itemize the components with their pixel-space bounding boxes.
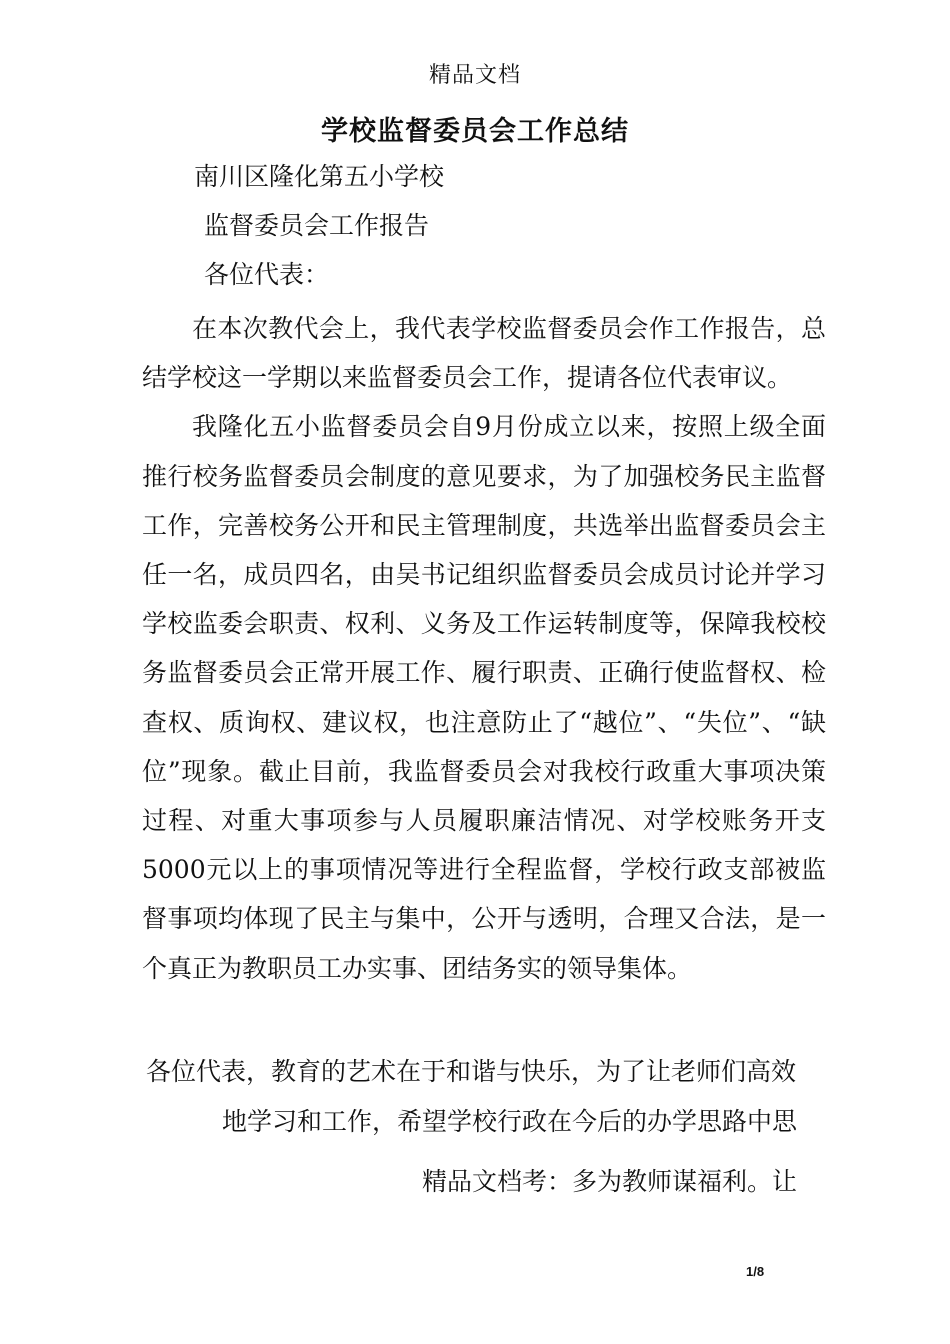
document-title: 学校监督委员会工作总结 <box>321 116 629 147</box>
closing-line-2: 地学习和工作，希望学校行政在今后的办学思路中思 <box>222 1107 798 1136</box>
body-text <box>142 304 826 993</box>
salutation: 各位代表： <box>204 260 330 289</box>
report-title: 监督委员会工作报告 <box>204 211 430 240</box>
school-name: 南川区隆化第五小学校 <box>194 162 445 191</box>
paragraph-2: 我隆化五小监督委员会自9月份成立以来，按照上级全面推行校务监督委员会制度的意见要求，为了加强校务民主监督工作，完善校务公开和民主管理制度，共选举出监督委员会主任一名，成员四名，由吴书记组织监督委员会成员讨论并学习学校监委会职责、权利、义务及工作运转制度等，保障我校校务监督委员会正常开展工作、履行职责、正确行使监督权、检查权、质询权、建议权，也注意防止了“越位”、“失位”、“缺位”现象。截止目前，我监督委员会对我校行政重大事项决策过程、对重大事项参与人员履职廉洁情况、对学校账务开支5000元以上的事项情况等进行全程监督，学校行政支部被监督事项均体现了民主与集中，公开与透明，合理又合法，是一个真正为教职员工办实事、团结务实的领导集体。 <box>142 412 826 983</box>
paragraph-1: 在本次教代会上，我代表学校监督委员会作工作报告，总结学校这一学期以来监督委员会工作，提请各位代表审议。 <box>142 314 826 393</box>
page-number: 1/8 <box>746 1264 765 1279</box>
closing-line-1: 各位代表，教育的艺术在于和谐与快乐，为了让老师们高效 <box>146 1057 797 1086</box>
closing-line-3: 精品文档考：多为教师谋福利。让 <box>422 1167 798 1196</box>
header-watermark: 精品文档 <box>428 63 521 88</box>
